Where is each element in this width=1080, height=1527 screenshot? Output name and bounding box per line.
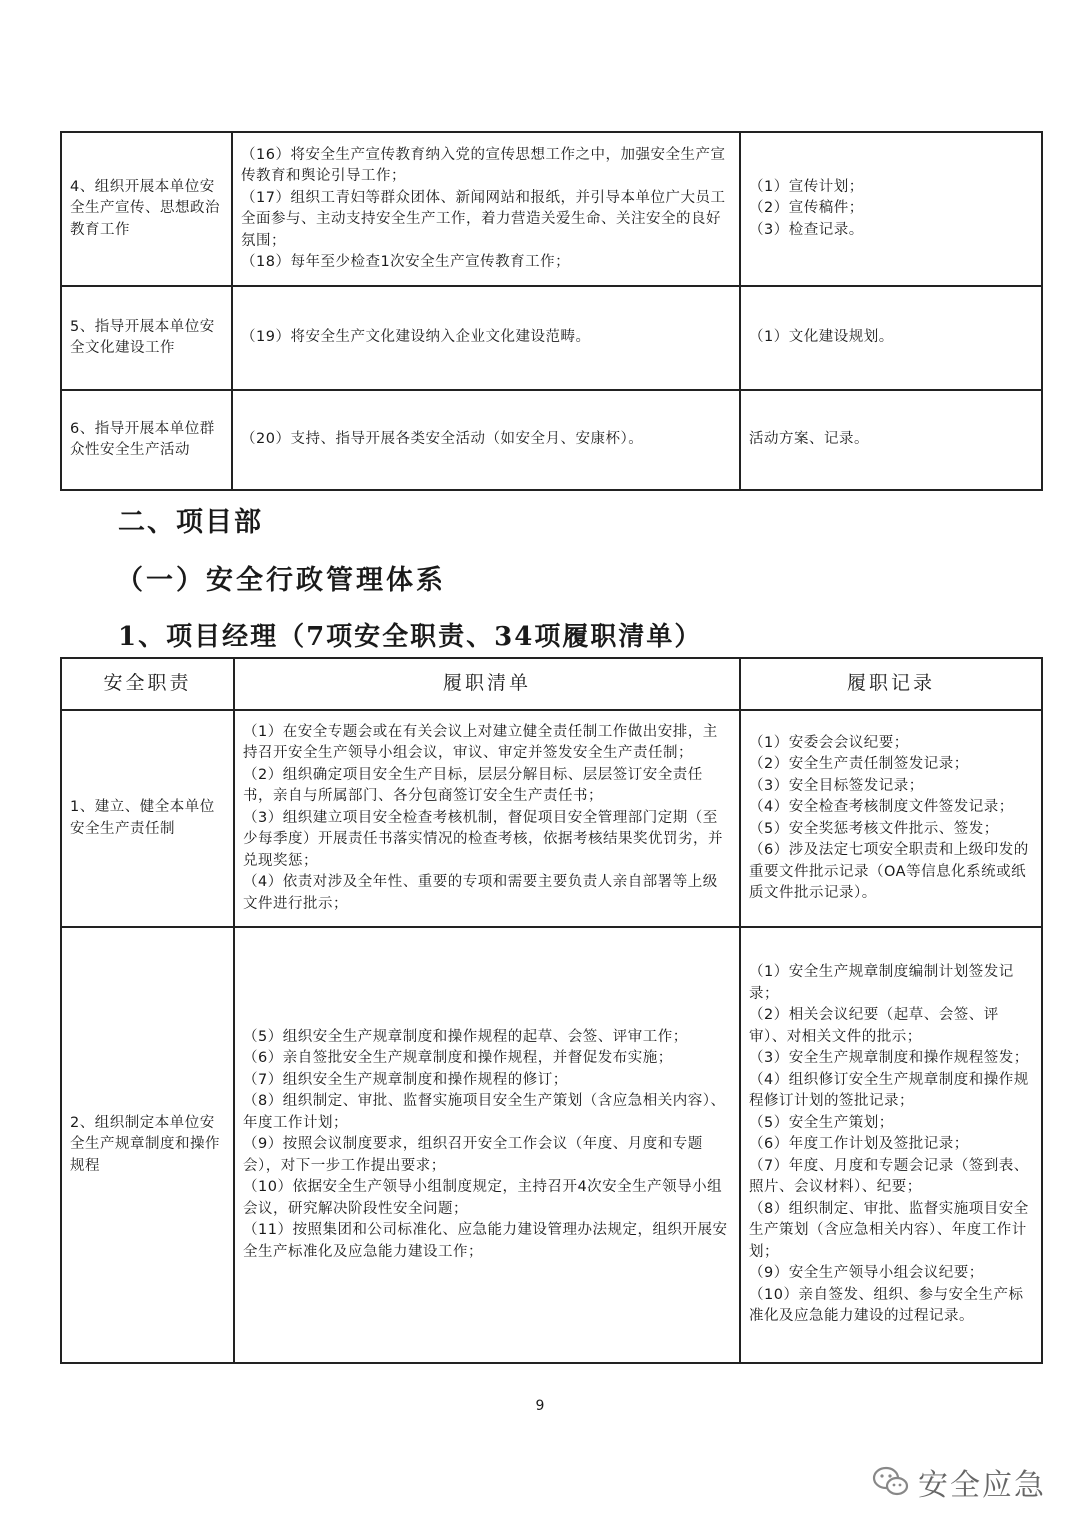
records-cell: [740, 710, 1042, 927]
table-row: [61, 390, 1042, 490]
record-item: （2）安全生产责任制签发记录；: [749, 756, 969, 772]
duty-text: 1、建立、健全本单位安全生产责任制: [70, 799, 215, 837]
record-item: （3）安全生产规章制度和操作规程签发；: [749, 1050, 1029, 1067]
record-item: （2）宣传稿件；: [749, 200, 864, 217]
list-item: （10）依据安全生产领导小组制度规定，主持召开4次安全生产领导小组会议，研究解决阶段性安全问题；: [243, 1179, 723, 1217]
list-item: （7）组织安全生产规章制度和操作规程的修订；: [243, 1071, 568, 1088]
records-cell: [740, 390, 1042, 490]
table-row: [61, 927, 1042, 1363]
header-records: 履职记录: [740, 658, 1042, 710]
list-item: （2）组织确定项目安全生产目标，层层分解目标、层层签订安全责任书，亲自与所属部门、各分包商签订安全生产责任书；: [243, 766, 703, 805]
list-item: （9）按照会议制度要求，组织召开安全工作会议（年度、月度和专题会），对下一步工作提出要求；: [243, 1136, 703, 1174]
table-row: [61, 710, 1042, 927]
section-heading: 二、项目部: [118, 507, 263, 538]
table-duties-continued: [60, 131, 1043, 491]
watermark: [872, 1460, 1046, 1504]
duty-text: 5、指导开展本单位安全文化建设工作: [70, 318, 215, 356]
duty-cell: [61, 132, 232, 286]
records-cell: [740, 132, 1042, 286]
list-item: （3）组织建立项目安全检查考核机制，督促项目安全管理部门定期（至少每季度）开展责任书落实情况的检查考核，依据考核结果奖优罚劣，并兑现奖惩；: [243, 809, 723, 869]
duty-cell: [61, 927, 234, 1363]
header-list: 履职清单: [234, 658, 740, 710]
list-item: （20）支持、指导开展各类安全活动（如安全月、安康杯）。: [241, 431, 644, 448]
list-item: （18）每年至少检查1次安全生产宣传教育工作；: [241, 254, 571, 270]
list-item: （5）组织安全生产规章制度和操作规程的起草、会签、评审工作；: [243, 1028, 688, 1045]
list-cell: [232, 286, 740, 390]
record-item: （1）安全生产规章制度编制计划签发记录；: [749, 964, 1014, 1002]
record-item: （6）年度工作计划及签批记录；: [749, 1136, 969, 1153]
records-cell: [740, 927, 1042, 1363]
header-duty: 安全职责: [61, 658, 234, 710]
duty-text: 2、组织制定本单位安全生产规章制度和操作规程: [70, 1114, 220, 1174]
duty-cell: [61, 710, 234, 927]
list-item: （8）组织制定、审批、监督实施项目安全生产策划（含应急相关内容）、年度工作计划；: [243, 1093, 726, 1131]
item-heading: 1、项目经理（7项安全职责、34项履职清单）: [118, 622, 703, 652]
record-item: （4）组织修订安全生产规章制度和操作规程修订计划的签批记录；: [749, 1071, 1029, 1110]
record-item: （9）安全生产领导小组会议纪要；: [749, 1265, 984, 1282]
record-item: （4）安全检查考核制度文件签发记录；: [749, 799, 1014, 815]
list-cell: [234, 710, 740, 927]
duty-cell: [61, 390, 232, 490]
list-item: （4）依责对涉及全年性、重要的专项和需要主要负责人亲自部署等上级文件进行批示；: [243, 874, 718, 912]
list-cell: [232, 132, 740, 286]
record-item: （3）安全目标签发记录；: [749, 777, 924, 794]
list-cell: [234, 927, 740, 1363]
page-number: 9: [535, 1398, 545, 1414]
record-item: （6）涉及法定七项安全职责和上级印发的重要文件批示记录（OA等信息化系统或纸质文件批示记录）。: [749, 842, 1029, 901]
record-item: （3）检查记录。: [749, 221, 864, 238]
record-item: （7）年度、月度和专题会记录（签到表、照片、会议材料）、纪要；: [749, 1157, 1029, 1196]
list-item: （1）在安全专题会或在有关会议上对建立健全责任制工作做出安排，主持召开安全生产领导小组会议，审议、审定并签发安全生产责任制；: [243, 723, 718, 762]
table-row: [61, 286, 1042, 390]
record-item: （10）亲自签发、组织、参与安全生产标准化及应急能力建设的过程记录。: [749, 1286, 1024, 1325]
duty-cell: [61, 286, 232, 390]
record-item: （5）安全生产策划；: [749, 1114, 894, 1131]
duty-text: 6、指导开展本单位群众性安全生产活动: [70, 420, 215, 458]
record-item: （1）文化建设规划。: [749, 329, 894, 346]
table-row: [61, 132, 1042, 286]
list-item: （11）按照集团和公司标准化、应急能力建设管理办法规定，组织开展安全生产标准化及应急能力建设工作；: [243, 1222, 728, 1260]
list-cell: [232, 390, 740, 490]
list-item: （16）将安全生产宣传教育纳入党的宣传思想工作之中，加强安全生产宣传教育和舆论引导工作；: [241, 146, 726, 184]
list-item: （19）将安全生产文化建设纳入企业文化建设范畴。: [241, 329, 591, 346]
watermark-text: 安全应急: [918, 1468, 1046, 1503]
wechat-icon: [872, 1465, 910, 1499]
record-item: （8）组织制定、审批、监督实施项目安全生产策划（含应急相关内容）、年度工作计划；: [749, 1200, 1029, 1260]
duty-text: 4、组织开展本单位安全生产宣传、思想政治教育工作: [70, 178, 220, 238]
record-item: （2）相关会议纪要（起草、会签、评审）、对相关文件的批示；: [749, 1007, 999, 1045]
record-item: （1）宣传计划；: [749, 178, 864, 195]
records-cell: [740, 286, 1042, 390]
table-header-row: [61, 658, 1042, 710]
list-item: （17）组织工青妇等群众团体、新闻网站和报纸，并引导本单位广大员工全面参与、主动支持安全生产工作，着力营造关爱生命、关注安全的良好氛围；: [241, 189, 726, 249]
record-item: （1）安委会会议纪要；: [749, 734, 909, 751]
subsection-heading: （一）安全行政管理体系: [116, 565, 446, 596]
list-item: （6）亲自签批安全生产规章制度和操作规程，并督促发布实施；: [243, 1050, 673, 1067]
record-item: 活动方案、记录。: [749, 431, 869, 448]
table-project-manager-duties: [60, 657, 1043, 1364]
record-item: （5）安全奖惩考核文件批示、签发；: [749, 820, 999, 837]
